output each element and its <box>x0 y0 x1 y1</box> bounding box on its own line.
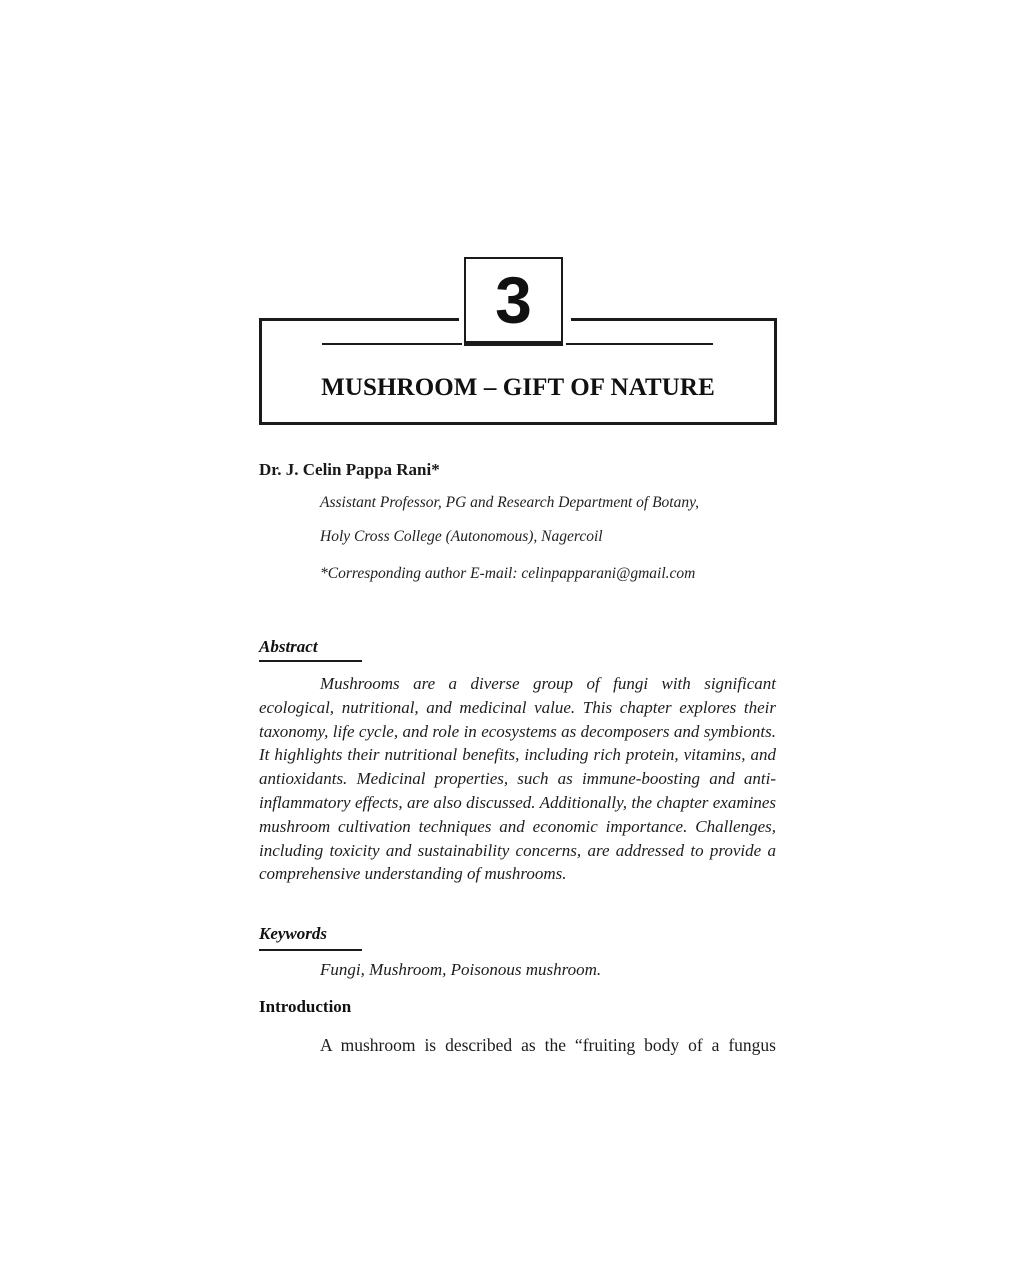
abstract-heading: Abstract <box>259 637 318 656</box>
abstract-text: Mushrooms are a diverse group of fungi with significant ecological, nutritional, and medicinal value. This chapter explores their taxonomy, life cycle, and role in ecosystems as decomposers and symbionts. It highlights their nutritional benefits, including rich protein, vitamins, and antioxidants. Medicinal properties, such as immune-boosting and anti-inflammatory effects, are also discussed. Additionally, the chapter examines mushroom cultivation techniques and economic importance. Challenges, including toxicity and sustainability concerns, are addressed to provide a comprehensive understanding of mushrooms. <box>259 674 776 884</box>
keywords-text: Fungi, Mushroom, Poisonous mushroom. <box>320 960 602 979</box>
abstract-heading-underline <box>259 660 362 662</box>
author-name: Dr. J. Celin Pappa Rani* <box>259 460 440 479</box>
author-affiliation-line1: Assistant Professor, PG and Research Department of Botany, <box>320 494 700 511</box>
keywords-heading: Keywords <box>259 924 327 943</box>
keywords-heading-underline <box>259 949 362 951</box>
chapter-title: MUSHROOM – GIFT OF NATURE <box>321 374 715 401</box>
author-affiliation-line2: Holy Cross College (Autonomous), Nagercoil <box>320 528 603 545</box>
header-rule-left <box>322 343 462 345</box>
introduction-text: A mushroom is described as the “fruiting body of a fungus <box>320 1035 776 1055</box>
header-rule-right <box>566 343 713 345</box>
corresponding-author-email: *Corresponding author E-mail: celinpapparani@gmail.com <box>320 565 696 582</box>
introduction-heading: Introduction <box>259 997 352 1016</box>
chapter-number: 3 <box>464 257 563 346</box>
